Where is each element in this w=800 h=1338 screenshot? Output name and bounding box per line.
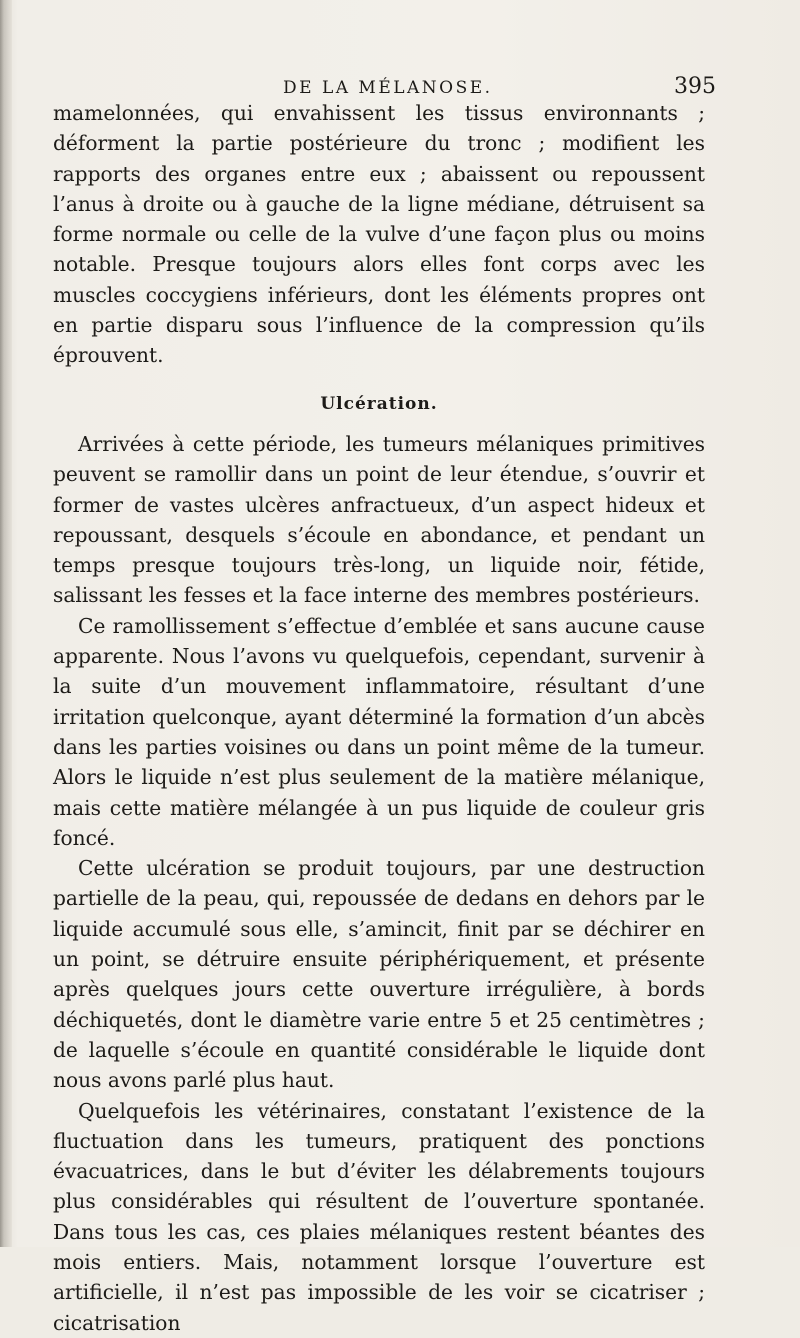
paragraph-1: mamelonnées, qui envahissent les tissus environnants ; déforment la partie postérieure du tronc ; modifient les rapports des organes entre eux ; abaissent ou repoussent l’anus à droite ou à gauche de la ligne médiane, détruisent sa forme normale ou celle de la vulve d’une façon plus ou moins notable. Presque toujours alors elles font corps avec les muscles coccygiens inférieurs, dont les éléments propres ont en partie disparu sous l’influence de la compression qu’ils éprouvent. <box>53 101 705 368</box>
body-text <box>53 98 705 1338</box>
paragraph-5: Quelquefois les vétérinaires, constatant l’existence de la fluctuation dans les tumeurs, pratiquent des ponctions évacuatrices, dans le but d’éviter les délabrements toujours plus considérables qui résultent de l’ouverture spontanée. Dans tous les cas, ces plaies mélaniques restent béantes des mois entiers. Mais, notamment lorsque l’ouverture est artificielle, il n’est pas impossible de les voir se cicatriser ; cicatrisation <box>53 1098 705 1335</box>
page-number: 395 <box>674 74 716 99</box>
page-binding-edge <box>0 0 12 1247</box>
paragraph-3: Ce ramollissement s’effectue d’emblée et sans aucune cause apparente. Nous l’avons vu quelquefois, cependant, survenir à la suite d’un mouvement inflammatoire, résultant d’une irritation quelconque, ayant déterminé la formation d’un abcès dans les parties voisines ou dans un point même de la tumeur. Alors le liquide n’est plus seulement de la matière mélanique, mais cette matière mélangée à un pus liquide de couleur gris foncé. <box>53 613 705 850</box>
running-head: DE LA MÉLANOSE. <box>283 78 493 98</box>
section-heading: Ulcération. <box>320 393 438 414</box>
paragraph-2: Arrivées à cette période, les tumeurs mélaniques primitives peuvent se ramollir dans un point de leur étendue, s’ouvrir et former de vastes ulcères anfractueux, d’un aspect hideux et repoussant, desquels s’écoule en abondance, et pendant un temps presque toujours très-long, un liquide noir, fétide, salissant les fesses et la face interne des membres postérieurs. <box>53 431 705 608</box>
paragraph-4: Cette ulcération se produit toujours, par une destruction partielle de la peau, qui, repoussée de dedans en dehors par le liquide accumulé sous elle, s’amincit, finit par se déchirer en un point, se détruire ensuite périphériquement, et présente après quelques jours cette ouverture irrégulière, à bords déchiquetés, dont le diamètre varie entre 5 et 25 centimètres ; de laquelle s’écoule en quantité considérable le liquide dont nous avons parlé plus haut. <box>53 856 705 1093</box>
